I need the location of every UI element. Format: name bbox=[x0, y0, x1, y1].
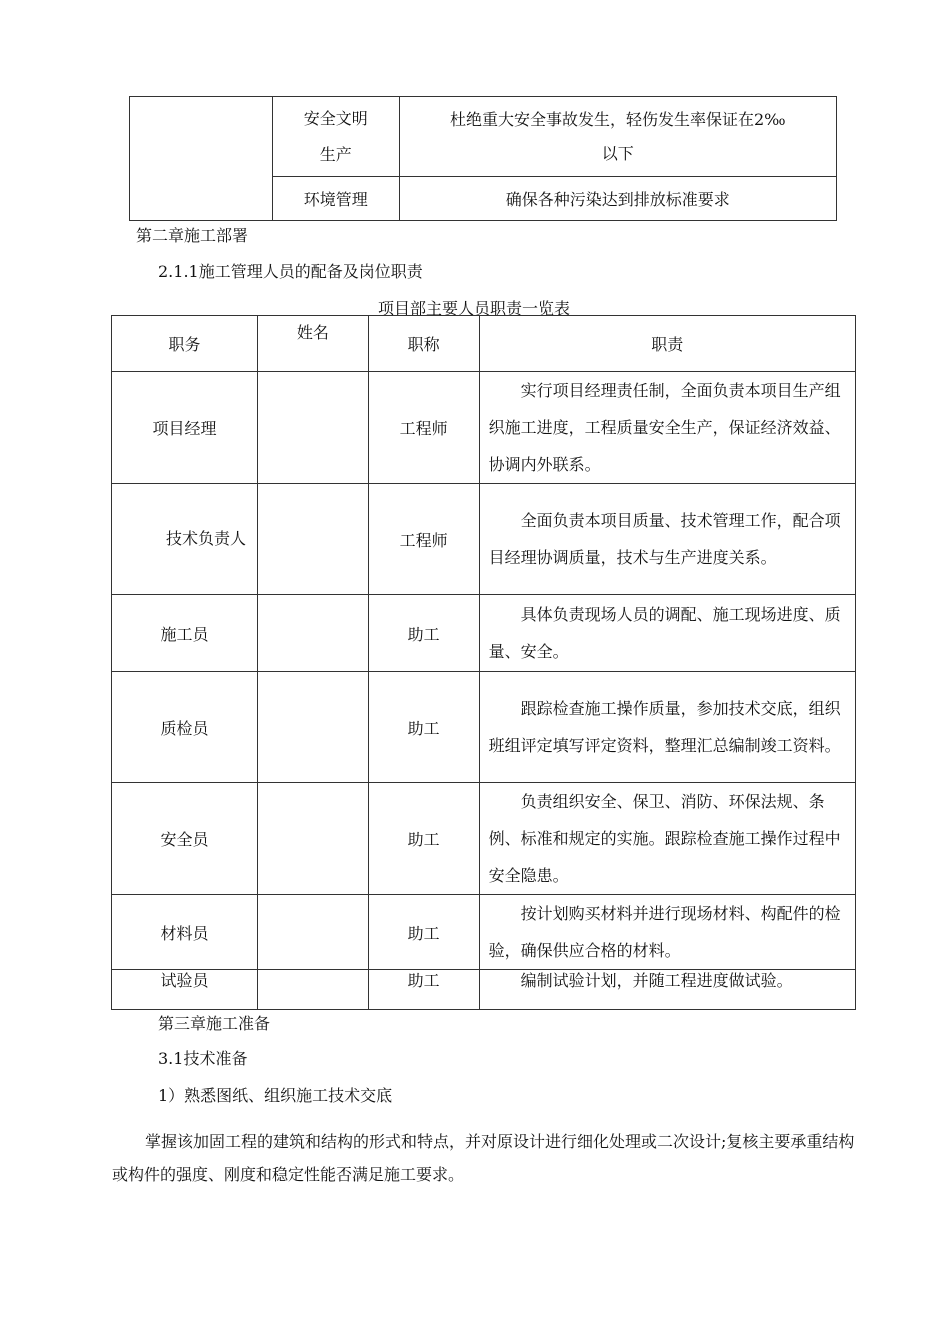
cell-position: 安全员 bbox=[112, 783, 258, 895]
header-position: 职务 bbox=[112, 316, 258, 372]
cell-title: 工程师 bbox=[368, 372, 479, 484]
top-table-empty-cell bbox=[130, 97, 273, 221]
top-table-content: 确保各种污染达到排放标准要求 bbox=[399, 177, 836, 221]
cell-position: 试验员 bbox=[112, 970, 258, 1010]
cell-duty: 按计划购买材料并进行现场材料、构配件的检验，确保供应合格的材料。 bbox=[479, 895, 855, 970]
cell-duty: 编制试验计划，并随工程进度做试验。 bbox=[479, 970, 855, 1010]
staff-table bbox=[111, 315, 856, 1010]
cell-title: 助工 bbox=[368, 783, 479, 895]
table-caption: 项目部主要人员职责一览表 bbox=[378, 299, 571, 318]
cell-title: 助工 bbox=[368, 672, 479, 783]
item-1: 1）熟悉图纸、组织施工技术交底 bbox=[158, 1086, 393, 1105]
body-paragraph: 掌握该加固工程的建筑和结构的形式和特点，并对原设计进行细化处理或二次设计;复核主要承重结构或构件的强度、刚度和稳定性能否满足施工要求。 bbox=[112, 1132, 855, 1184]
cell-name bbox=[257, 970, 368, 1010]
cell-name bbox=[257, 484, 368, 595]
cell-position: 技术负责人 bbox=[112, 484, 258, 595]
top-table-label: 环境管理 bbox=[272, 177, 399, 221]
top-table bbox=[129, 96, 837, 221]
cell-duty: 全面负责本项目质量、技术管理工作，配合项目经理协调质量，技术与生产进度关系。 bbox=[479, 484, 855, 595]
header-duty: 职责 bbox=[479, 316, 855, 372]
cell-name bbox=[257, 595, 368, 672]
chapter3-title: 第三章施工准备 bbox=[158, 1014, 271, 1033]
section-3-1: 3.1技术准备 bbox=[158, 1049, 248, 1068]
cell-title: 助工 bbox=[368, 595, 479, 672]
top-table-content: 杜绝重大安全事故发生，轻伤发生率保证在2‰ 以下 bbox=[399, 97, 836, 177]
cell-position: 质检员 bbox=[112, 672, 258, 783]
cell-title: 工程师 bbox=[368, 484, 479, 595]
header-name: 姓名 bbox=[257, 316, 368, 372]
chapter2-title: 第二章施工部署 bbox=[136, 226, 249, 245]
cell-title: 助工 bbox=[368, 895, 479, 970]
cell-name bbox=[257, 895, 368, 970]
cell-position: 材料员 bbox=[112, 895, 258, 970]
cell-name bbox=[257, 672, 368, 783]
cell-duty: 跟踪检查施工操作质量，参加技术交底，组织班组评定填写评定资料，整理汇总编制竣工资料。 bbox=[479, 672, 855, 783]
cell-name bbox=[257, 783, 368, 895]
section-2-1-1: 2.1.1施工管理人员的配备及岗位职责 bbox=[158, 262, 423, 281]
cell-title: 助工 bbox=[368, 970, 479, 1010]
cell-position: 施工员 bbox=[112, 595, 258, 672]
cell-duty: 负责组织安全、保卫、消防、环保法规、条例、标准和规定的实施。跟踪检查施工操作过程中安全隐患。 bbox=[479, 783, 855, 895]
cell-duty: 实行项目经理责任制，全面负责本项目生产组织施工进度，工程质量安全生产，保证经济效益、协调内外联系。 bbox=[479, 372, 855, 484]
cell-name bbox=[257, 372, 368, 484]
header-title: 职称 bbox=[368, 316, 479, 372]
cell-duty: 具体负责现场人员的调配、施工现场进度、质量、安全。 bbox=[479, 595, 855, 672]
cell-position: 项目经理 bbox=[112, 372, 258, 484]
top-table-label: 安全文明 生产 bbox=[272, 97, 399, 177]
